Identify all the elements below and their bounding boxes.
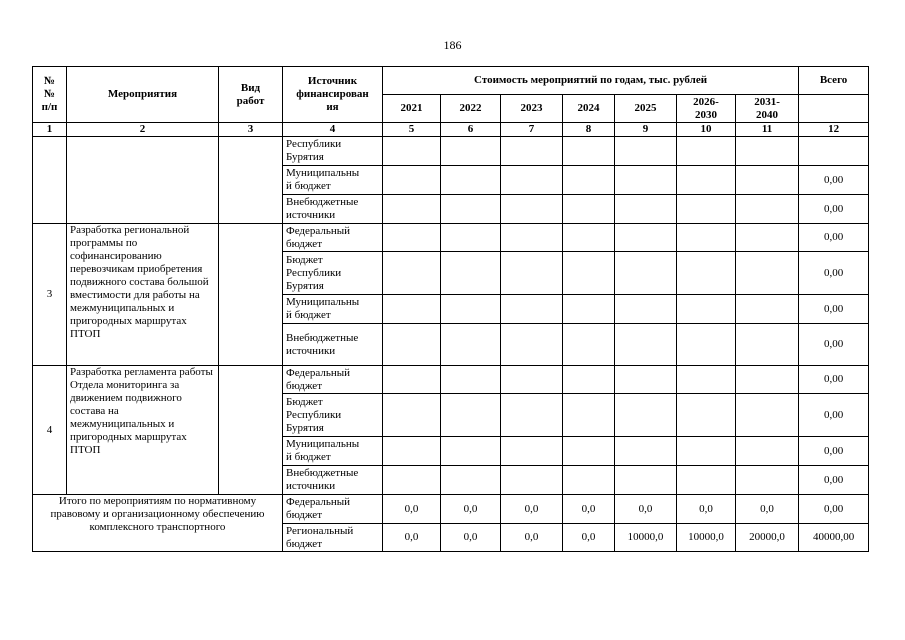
year-value-cell [615, 366, 677, 394]
year-value-cell [677, 137, 736, 166]
year-value-cell [501, 252, 563, 295]
year-header: 2031- 2040 [736, 95, 799, 123]
year-value-cell [563, 137, 615, 166]
row-number [33, 137, 67, 224]
year-value-cell [677, 295, 736, 324]
year-value-cell: 0,0 [501, 495, 563, 524]
event-name [67, 137, 219, 224]
column-number: 9 [615, 123, 677, 137]
year-value-cell: 0,0 [383, 524, 441, 552]
year-value-cell [615, 252, 677, 295]
work-type-cell [219, 224, 283, 366]
year-value-cell [441, 295, 501, 324]
year-value-cell: 0,0 [501, 524, 563, 552]
year-value-cell: 0,0 [563, 495, 615, 524]
row-number: 3 [33, 224, 67, 366]
year-value-cell [677, 394, 736, 437]
year-value-cell [501, 195, 563, 224]
year-value-cell [501, 366, 563, 394]
year-value-cell [383, 252, 441, 295]
total-value: 40000,00 [799, 524, 869, 552]
year-value-cell [441, 195, 501, 224]
year-value-cell [563, 366, 615, 394]
year-value-cell [677, 252, 736, 295]
year-value-cell [383, 466, 441, 495]
year-value-cell [441, 466, 501, 495]
year-value-cell [501, 394, 563, 437]
year-value-cell [677, 324, 736, 366]
header-source: Источник финансирован ия [283, 67, 383, 123]
funding-source: Внебюджетные источники [283, 195, 383, 224]
year-value-cell [501, 324, 563, 366]
year-value-cell [563, 394, 615, 437]
total-value: 0,00 [799, 366, 869, 394]
funding-source: Внебюджетные источники [283, 466, 383, 495]
funding-source: Республики Бурятия [283, 137, 383, 166]
header-work: Вид работ [219, 67, 283, 123]
column-number: 11 [736, 123, 799, 137]
work-type-cell [219, 366, 283, 495]
total-value: 0,00 [799, 252, 869, 295]
year-value-cell [563, 224, 615, 252]
total-value: 0,00 [799, 324, 869, 366]
cost-table [32, 66, 869, 552]
year-value-cell [736, 137, 799, 166]
year-value-cell [441, 224, 501, 252]
table-row [33, 137, 869, 166]
year-value-cell [677, 366, 736, 394]
year-value-cell [677, 466, 736, 495]
year-value-cell: 0,0 [563, 524, 615, 552]
year-value-cell [501, 295, 563, 324]
funding-source: Внебюджетные источники [283, 324, 383, 366]
year-value-cell [736, 195, 799, 224]
year-value-cell [615, 394, 677, 437]
year-value-cell: 0,0 [736, 495, 799, 524]
total-value: 0,00 [799, 295, 869, 324]
year-value-cell [383, 166, 441, 195]
column-number: 6 [441, 123, 501, 137]
year-value-cell [736, 466, 799, 495]
table-row [33, 366, 869, 394]
year-value-cell: 10000,0 [677, 524, 736, 552]
year-header: 2024 [563, 95, 615, 123]
year-value-cell [615, 224, 677, 252]
year-value-cell [563, 166, 615, 195]
year-value-cell [563, 437, 615, 466]
year-value-cell: 20000,0 [736, 524, 799, 552]
total-value: 0,00 [799, 195, 869, 224]
year-value-cell [615, 437, 677, 466]
header-num: № № п/п [33, 67, 67, 123]
year-value-cell [441, 252, 501, 295]
year-value-cell [383, 295, 441, 324]
summary-label: Итого по мероприятиям по нормативному правовому и организационному обеспечению комплексного транспортного [33, 495, 283, 552]
year-value-cell [383, 437, 441, 466]
table-row [33, 224, 869, 252]
row-number: 4 [33, 366, 67, 495]
column-number: 10 [677, 123, 736, 137]
header-total: Всего [799, 67, 869, 95]
page-number: 186 [443, 38, 462, 52]
work-type-cell [219, 137, 283, 224]
year-value-cell [736, 437, 799, 466]
total-value: 0,00 [799, 437, 869, 466]
year-value-cell [441, 394, 501, 437]
total-value: 0,00 [799, 495, 869, 524]
year-value-cell [677, 224, 736, 252]
year-value-cell [383, 195, 441, 224]
year-value-cell [501, 224, 563, 252]
year-value-cell [383, 366, 441, 394]
year-value-cell [563, 295, 615, 324]
column-numbering-row [33, 123, 869, 137]
column-number: 4 [283, 123, 383, 137]
header-cost: Стоимость мероприятий по годам, тыс. рублей [383, 67, 799, 95]
year-header: 2023 [501, 95, 563, 123]
year-value-cell [736, 324, 799, 366]
year-value-cell [736, 394, 799, 437]
year-header: 2021 [383, 95, 441, 123]
year-value-cell [563, 466, 615, 495]
year-value-cell [677, 195, 736, 224]
year-value-cell [736, 224, 799, 252]
funding-source: Бюджет Республики Бурятия [283, 252, 383, 295]
year-value-cell [501, 437, 563, 466]
funding-source: Федеральный бюджет [283, 224, 383, 252]
year-value-cell [736, 366, 799, 394]
column-number: 2 [67, 123, 219, 137]
total-subheader [799, 95, 869, 123]
year-value-cell [677, 166, 736, 195]
year-value-cell [615, 195, 677, 224]
year-value-cell [441, 137, 501, 166]
year-value-cell: 0,0 [441, 495, 501, 524]
funding-source: Федеральный бюджет [283, 495, 383, 524]
year-value-cell [383, 394, 441, 437]
year-value-cell [736, 295, 799, 324]
year-value-cell [615, 324, 677, 366]
funding-source: Бюджет Республики Бурятия [283, 394, 383, 437]
funding-source: Региональный бюджет [283, 524, 383, 552]
funding-source: Муниципальны й бюджет [283, 437, 383, 466]
column-number: 3 [219, 123, 283, 137]
total-value: 0,00 [799, 166, 869, 195]
year-value-cell [615, 166, 677, 195]
table-row [33, 495, 869, 524]
year-value-cell: 10000,0 [615, 524, 677, 552]
funding-source: Федеральный бюджет [283, 366, 383, 394]
year-value-cell: 0,0 [615, 495, 677, 524]
year-value-cell [383, 324, 441, 366]
year-header: 2022 [441, 95, 501, 123]
header-event: Мероприятия [67, 67, 219, 123]
year-value-cell [441, 437, 501, 466]
total-value: 0,00 [799, 224, 869, 252]
column-number: 5 [383, 123, 441, 137]
funding-source: Муниципальны й бюджет [283, 295, 383, 324]
year-header: 2025 [615, 95, 677, 123]
year-value-cell [615, 466, 677, 495]
year-header: 2026- 2030 [677, 95, 736, 123]
total-value [799, 137, 869, 166]
year-value-cell [383, 224, 441, 252]
year-value-cell [736, 252, 799, 295]
event-name: Разработка региональной программы по софинансированию перевозчикам приобретения подвижного состава большой вместимости для работы на межмуниципальных и пригородных маршрутах ПТОП [67, 224, 219, 366]
year-value-cell [501, 166, 563, 195]
column-number: 1 [33, 123, 67, 137]
year-value-cell: 0,0 [677, 495, 736, 524]
year-value-cell: 0,0 [383, 495, 441, 524]
year-value-cell: 0,0 [441, 524, 501, 552]
year-value-cell [615, 295, 677, 324]
year-value-cell [736, 166, 799, 195]
year-value-cell [563, 195, 615, 224]
year-value-cell [501, 137, 563, 166]
year-value-cell [383, 137, 441, 166]
funding-source: Муниципальны й бюджет [283, 166, 383, 195]
year-value-cell [677, 437, 736, 466]
column-number: 12 [799, 123, 869, 137]
year-value-cell [501, 466, 563, 495]
total-value: 0,00 [799, 394, 869, 437]
year-value-cell [563, 324, 615, 366]
year-value-cell [441, 366, 501, 394]
column-number: 7 [501, 123, 563, 137]
year-value-cell [615, 137, 677, 166]
column-number: 8 [563, 123, 615, 137]
year-value-cell [441, 324, 501, 366]
year-value-cell [563, 252, 615, 295]
year-value-cell [441, 166, 501, 195]
total-value: 0,00 [799, 466, 869, 495]
event-name: Разработка регламента работы Отдела мониторинга за движением подвижного состава на межмуниципальных и пригородных маршрутах ПТОП [67, 366, 219, 495]
